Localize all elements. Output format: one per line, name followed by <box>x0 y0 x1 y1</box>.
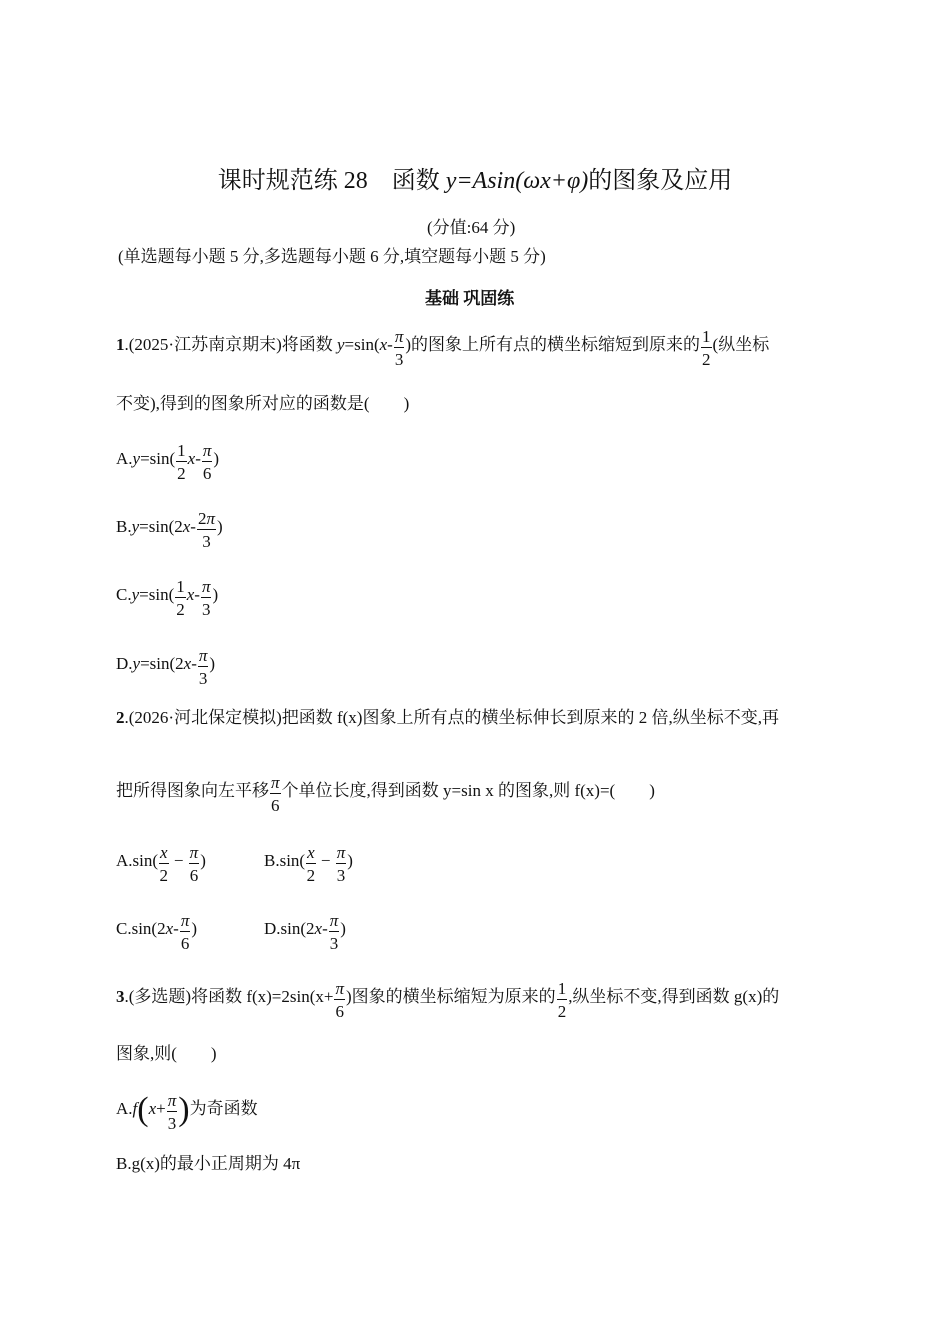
q3-text-c: ,纵坐标不变,得到函数 g(x)的 <box>568 986 780 1006</box>
q1-option-a: A.y=sin( $\frac{1}{2}$ x- $\frac{\pi}{6}$ ) <box>116 441 220 483</box>
q1-line1: 1.(2025·江苏南京期末)将函数 y=sin(x- $\frac{\pi}{3}$ )的图象上所有点的横坐标缩短到原来的 $\frac{1}{2}$ (纵坐标 <box>116 327 770 369</box>
q1-source: .(2025·江苏南京期末)将函数 <box>124 334 337 354</box>
fraction: $\frac{\pi}{3}$ <box>394 327 404 369</box>
q3-line2: 图象,则( ) <box>116 1044 217 1063</box>
q2-line1 <box>116 707 779 729</box>
option-letter: C. <box>116 584 132 604</box>
q1-number: 1 <box>116 334 125 354</box>
score-note: (分值:64 分) <box>427 218 516 237</box>
section-heading: 基础 巩固练 <box>425 289 515 308</box>
q2-option-a: A.sin( $\frac{x}{2}$ − $\frac{\pi}{6}$ ) <box>116 843 206 885</box>
q3-text-b: )图象的横坐标缩短为原来的 <box>346 986 556 1006</box>
option-letter: D. <box>264 918 281 938</box>
option-letter: A. <box>116 448 133 468</box>
q3-line1: 3.(多选题)将函数 f(x)=2sin(x+ $\frac{\pi}{6}$ )图象的横坐标缩短为原来的 $\frac{1}{2}$ ,纵坐标不变,得到函数 g(x)的 <box>116 979 780 1021</box>
q1-option-b: B.y=sin(2x- $\frac{2\pi}{3}$ ) <box>116 509 223 551</box>
option-letter: C. <box>116 918 132 938</box>
q2-text: .(2026·河北保定模拟)把函数 f(x)图象上所有点的横坐标伸长到原来的 2 倍,纵坐标不变,再 <box>124 708 779 727</box>
q1-text-b: (纵坐标 <box>712 334 770 354</box>
q3-option-b: B.g(x)的最小正周期为 4π <box>116 1154 301 1173</box>
q2-option-c: C.sin(2x- $\frac{\pi}{6}$ ) <box>116 911 198 953</box>
q2-line2: 把所得图象向左平移 $\frac{\pi}{6}$ 个单位长度,得到函数 y=sin x 的图象,则 f(x)=( ) <box>116 773 655 815</box>
title-prefix: 课时规范练 28 函数 <box>217 168 446 194</box>
title-suffix: 的图象及应用 <box>588 168 733 194</box>
q3-option-a-text: 为奇函数 <box>189 1098 258 1118</box>
option-letter: D. <box>116 653 133 673</box>
option-letter: A. <box>116 850 133 870</box>
page-title <box>0 160 950 195</box>
q1-option-c: C.y=sin( $\frac{1}{2}$ x- $\frac{\pi}{3}$ ) <box>116 577 219 619</box>
fraction: $\frac{1}{2}$ <box>702 327 711 369</box>
q2-option-b: B.sin( $\frac{x}{2}$ − $\frac{\pi}{3}$ ) <box>264 843 353 885</box>
option-letter: B. <box>116 516 132 536</box>
q2-text-a: 把所得图象向左平移 <box>116 780 269 800</box>
q2-text-b: 个单位长度,得到函数 y=sin x 的图象,则 f(x)=( ) <box>281 780 655 800</box>
q1-text-a: 的图象上所有点的横坐标缩短到原来的 <box>411 334 701 354</box>
q3-number: 3 <box>116 986 125 1006</box>
q2-number: 2 <box>116 708 125 727</box>
q1-option-d: D.y=sin(2x- $\frac{\pi}{3}$ ) <box>116 646 216 688</box>
option-letter: B. <box>264 850 280 870</box>
q1-line2: 不变),得到的图象所对应的函数是( ) <box>116 394 410 413</box>
q2-option-d: D.sin(2x- $\frac{\pi}{3}$ ) <box>264 911 346 953</box>
q3-text-a: .(多选题)将函数 f(x)=2sin(x+ <box>124 986 334 1006</box>
q3-option-a: A.f(x+ $\frac{\pi}{3}$ )为奇函数 <box>116 1091 258 1133</box>
title-formula: y=Asin(ωx+φ) <box>445 168 589 194</box>
scoring-rules: (单选题每小题 5 分,多选题每小题 6 分,填空题每小题 5 分) <box>118 247 546 266</box>
